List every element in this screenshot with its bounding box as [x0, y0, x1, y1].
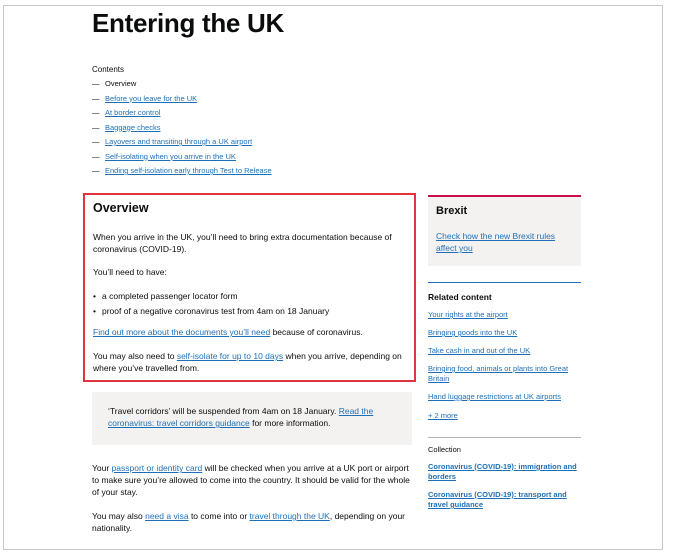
bullet-text: proof of a negative coronavirus test from 4am on 18 January: [102, 306, 330, 316]
collection-divider: [428, 437, 581, 438]
related-content-heading: Related content: [428, 292, 492, 302]
brexit-rules-link[interactable]: Check how the new Brexit rules affect you: [436, 231, 556, 253]
travel-corridors-link[interactable]: Read the coronavirus: travel corridors guidance: [108, 406, 374, 428]
related-link-food-animals-plants[interactable]: Bringing food, animals or plants into Great Britain: [428, 364, 569, 383]
travel-corridors-inset: [92, 392, 412, 445]
related-link-bringing-goods[interactable]: Bringing goods into the UK: [428, 328, 518, 337]
page-title: Entering the UK: [92, 8, 284, 38]
contents-heading: Contents: [92, 65, 125, 74]
self-isolate-prefix: You may also need to: [93, 351, 177, 361]
passport-paragraph: [92, 462, 418, 498]
contents-item: [92, 166, 272, 181]
dash-icon: —: [92, 122, 100, 132]
related-link-more[interactable]: + 2 more: [428, 411, 458, 420]
collection-link-immigration[interactable]: Coronavirus (COVID-19): immigration and borders: [428, 462, 577, 481]
passport-prefix: Your: [92, 463, 112, 473]
collection-link-transport[interactable]: Coronavirus (COVID-19): transport and travel guidance: [428, 490, 567, 509]
self-isolate-suffix: when you arrive, depending on where you’ve travelled from.: [93, 351, 402, 373]
dash-icon: —: [92, 108, 100, 117]
related-divider: [428, 282, 581, 283]
collection-heading: Collection: [428, 445, 461, 454]
brexit-panel: [428, 195, 581, 266]
need-visa-link[interactable]: need a visa: [145, 511, 189, 521]
bullet-icon: •: [93, 306, 96, 316]
dash-icon: —: [92, 166, 100, 175]
dash-icon: —: [92, 93, 100, 103]
contents-list: [92, 79, 272, 181]
list-item: [93, 305, 329, 320]
inset-text: [108, 405, 404, 429]
bullet-icon: •: [93, 291, 96, 301]
self-isolate-paragraph: [93, 350, 411, 374]
self-isolate-link[interactable]: self-isolate for up to 10 days: [176, 351, 284, 361]
contents-item: [92, 123, 272, 138]
overview-need-label: You’ll need to have:: [93, 267, 167, 277]
contents-item: [92, 108, 272, 123]
contents-link-self-isolating[interactable]: Self-isolating when you arrive in the UK: [105, 151, 236, 161]
contents-link-before-you-leave[interactable]: Before you leave for the UK: [105, 93, 198, 103]
inset-prefix: ‘Travel corridors’ will be suspended from 4am on 18 January.: [108, 406, 339, 416]
contents-link-border-control[interactable]: At border control: [105, 108, 161, 117]
inset-suffix: for more information.: [249, 418, 331, 428]
dash-icon: —: [92, 151, 100, 161]
find-out-suffix: because of coronavirus.: [270, 327, 363, 337]
contents-item: [92, 137, 272, 152]
related-link-airport-rights[interactable]: Your rights at the airport: [428, 310, 508, 319]
contents-item: [92, 152, 272, 167]
overview-heading: Overview: [93, 201, 149, 215]
contents-item-current: [92, 79, 272, 94]
contents-link-layovers[interactable]: Layovers and transiting through a UK airport: [105, 137, 253, 146]
contents-item: [92, 94, 272, 109]
travel-through-uk-link[interactable]: travel through the UK: [249, 511, 330, 521]
passport-link[interactable]: passport or identity card: [111, 463, 203, 473]
contents-link-baggage-checks[interactable]: Baggage checks: [105, 122, 161, 132]
overview-intro: When you arrive in the UK, you’ll need to bring extra documentation because of coronavirus (COVID-19).: [93, 232, 392, 254]
visa-suffix: , depending on your nationality.: [92, 511, 406, 533]
contents-current-label: Overview: [105, 79, 137, 88]
overview-bullet-list: [93, 290, 329, 320]
overview-section: [83, 193, 416, 382]
contents-link-test-to-release[interactable]: Ending self-isolation early through Test to Release: [105, 166, 272, 175]
visa-middle: to come into or: [188, 511, 250, 521]
find-out-paragraph: [93, 326, 411, 338]
related-link-take-cash[interactable]: Take cash in and out of the UK: [428, 346, 531, 355]
brexit-heading: Brexit: [436, 205, 468, 217]
visa-prefix: You may also: [92, 511, 146, 521]
documents-link[interactable]: Find out more about the documents you’ll need: [93, 327, 271, 337]
visa-paragraph: [92, 510, 418, 534]
related-link-hand-luggage[interactable]: Hand luggage restrictions at UK airports: [428, 392, 561, 401]
dash-icon: —: [92, 137, 100, 146]
list-item: [93, 290, 329, 305]
dash-icon: —: [92, 79, 100, 88]
bullet-text: a completed passenger locator form: [102, 291, 238, 301]
passport-suffix: will be checked when you arrive at a UK port or airport to make sure you’re allowed to come into the country. It should be valid for the whole of your stay.: [92, 463, 410, 497]
